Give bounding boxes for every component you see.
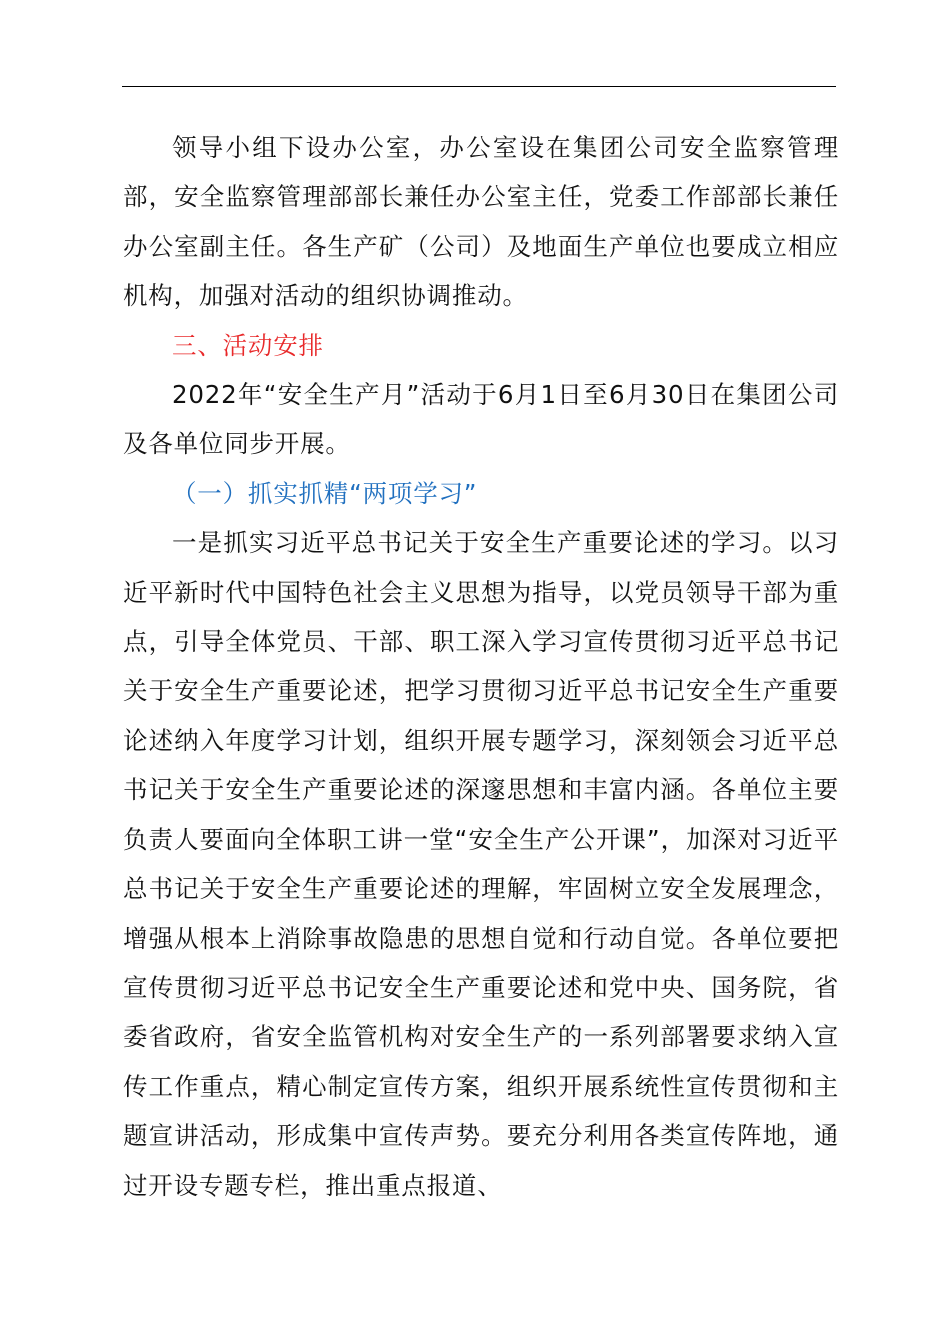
paragraph-office-setup: 领导小组下设办公室，办公室设在集团公司安全监察管理部，安全监察管理部部长兼任办公室主任，党委工作部部长兼任办公室副主任。各生产矿（公司）及地面生产单位也要成立相应机构，加强对活动的组织协调推动。 bbox=[123, 133, 839, 311]
subsection-heading-two-studies: （一）抓实抓精“两项学习” bbox=[172, 478, 478, 508]
paragraph-activity-period: 2022年“安全生产月”活动于6月1日至6月30日在集团公司及各单位同步开展。 bbox=[123, 380, 839, 459]
paragraph-study-details: 一是抓实习近平总书记关于安全生产重要论述的学习。以习近平新时代中国特色社会主义思想为指导，以党员领导干部为重点，引导全体党员、干部、职工深入学习宣传贯彻习近平总书记关于安全生产重要论述，把学习贯彻习近平总书记安全生产重要论述纳入年度学习计划，组织开展专题学习，深刻领会习近平总书记关于安全生产重要论述的深邃思想和丰富内涵。各单位主要负责人要面向全体职工讲一堂“安全生产公开课”，加深对习近平总书记关于安全生产重要论述的理解，牢固树立安全发展理念，增强从根本上消除事故隐患的思想自觉和行动自觉。各单位要把宣传贯彻习近平总书记安全生产重要论述和党中央、国务院，省委省政府，省安全监管机构对安全生产的一系列部署要求纳入宣传工作重点，精心制定宣传方案，组织开展系统性宣传贯彻和主题宣讲活动，形成集中宣传声势。要充分利用各类宣传阵地，通过开设专题专栏，推出重点报道、 bbox=[123, 528, 839, 1200]
header-rule bbox=[122, 86, 836, 87]
document-body bbox=[123, 123, 839, 1210]
section-heading-activity-arrangement: 三、活动安排 bbox=[172, 330, 324, 360]
